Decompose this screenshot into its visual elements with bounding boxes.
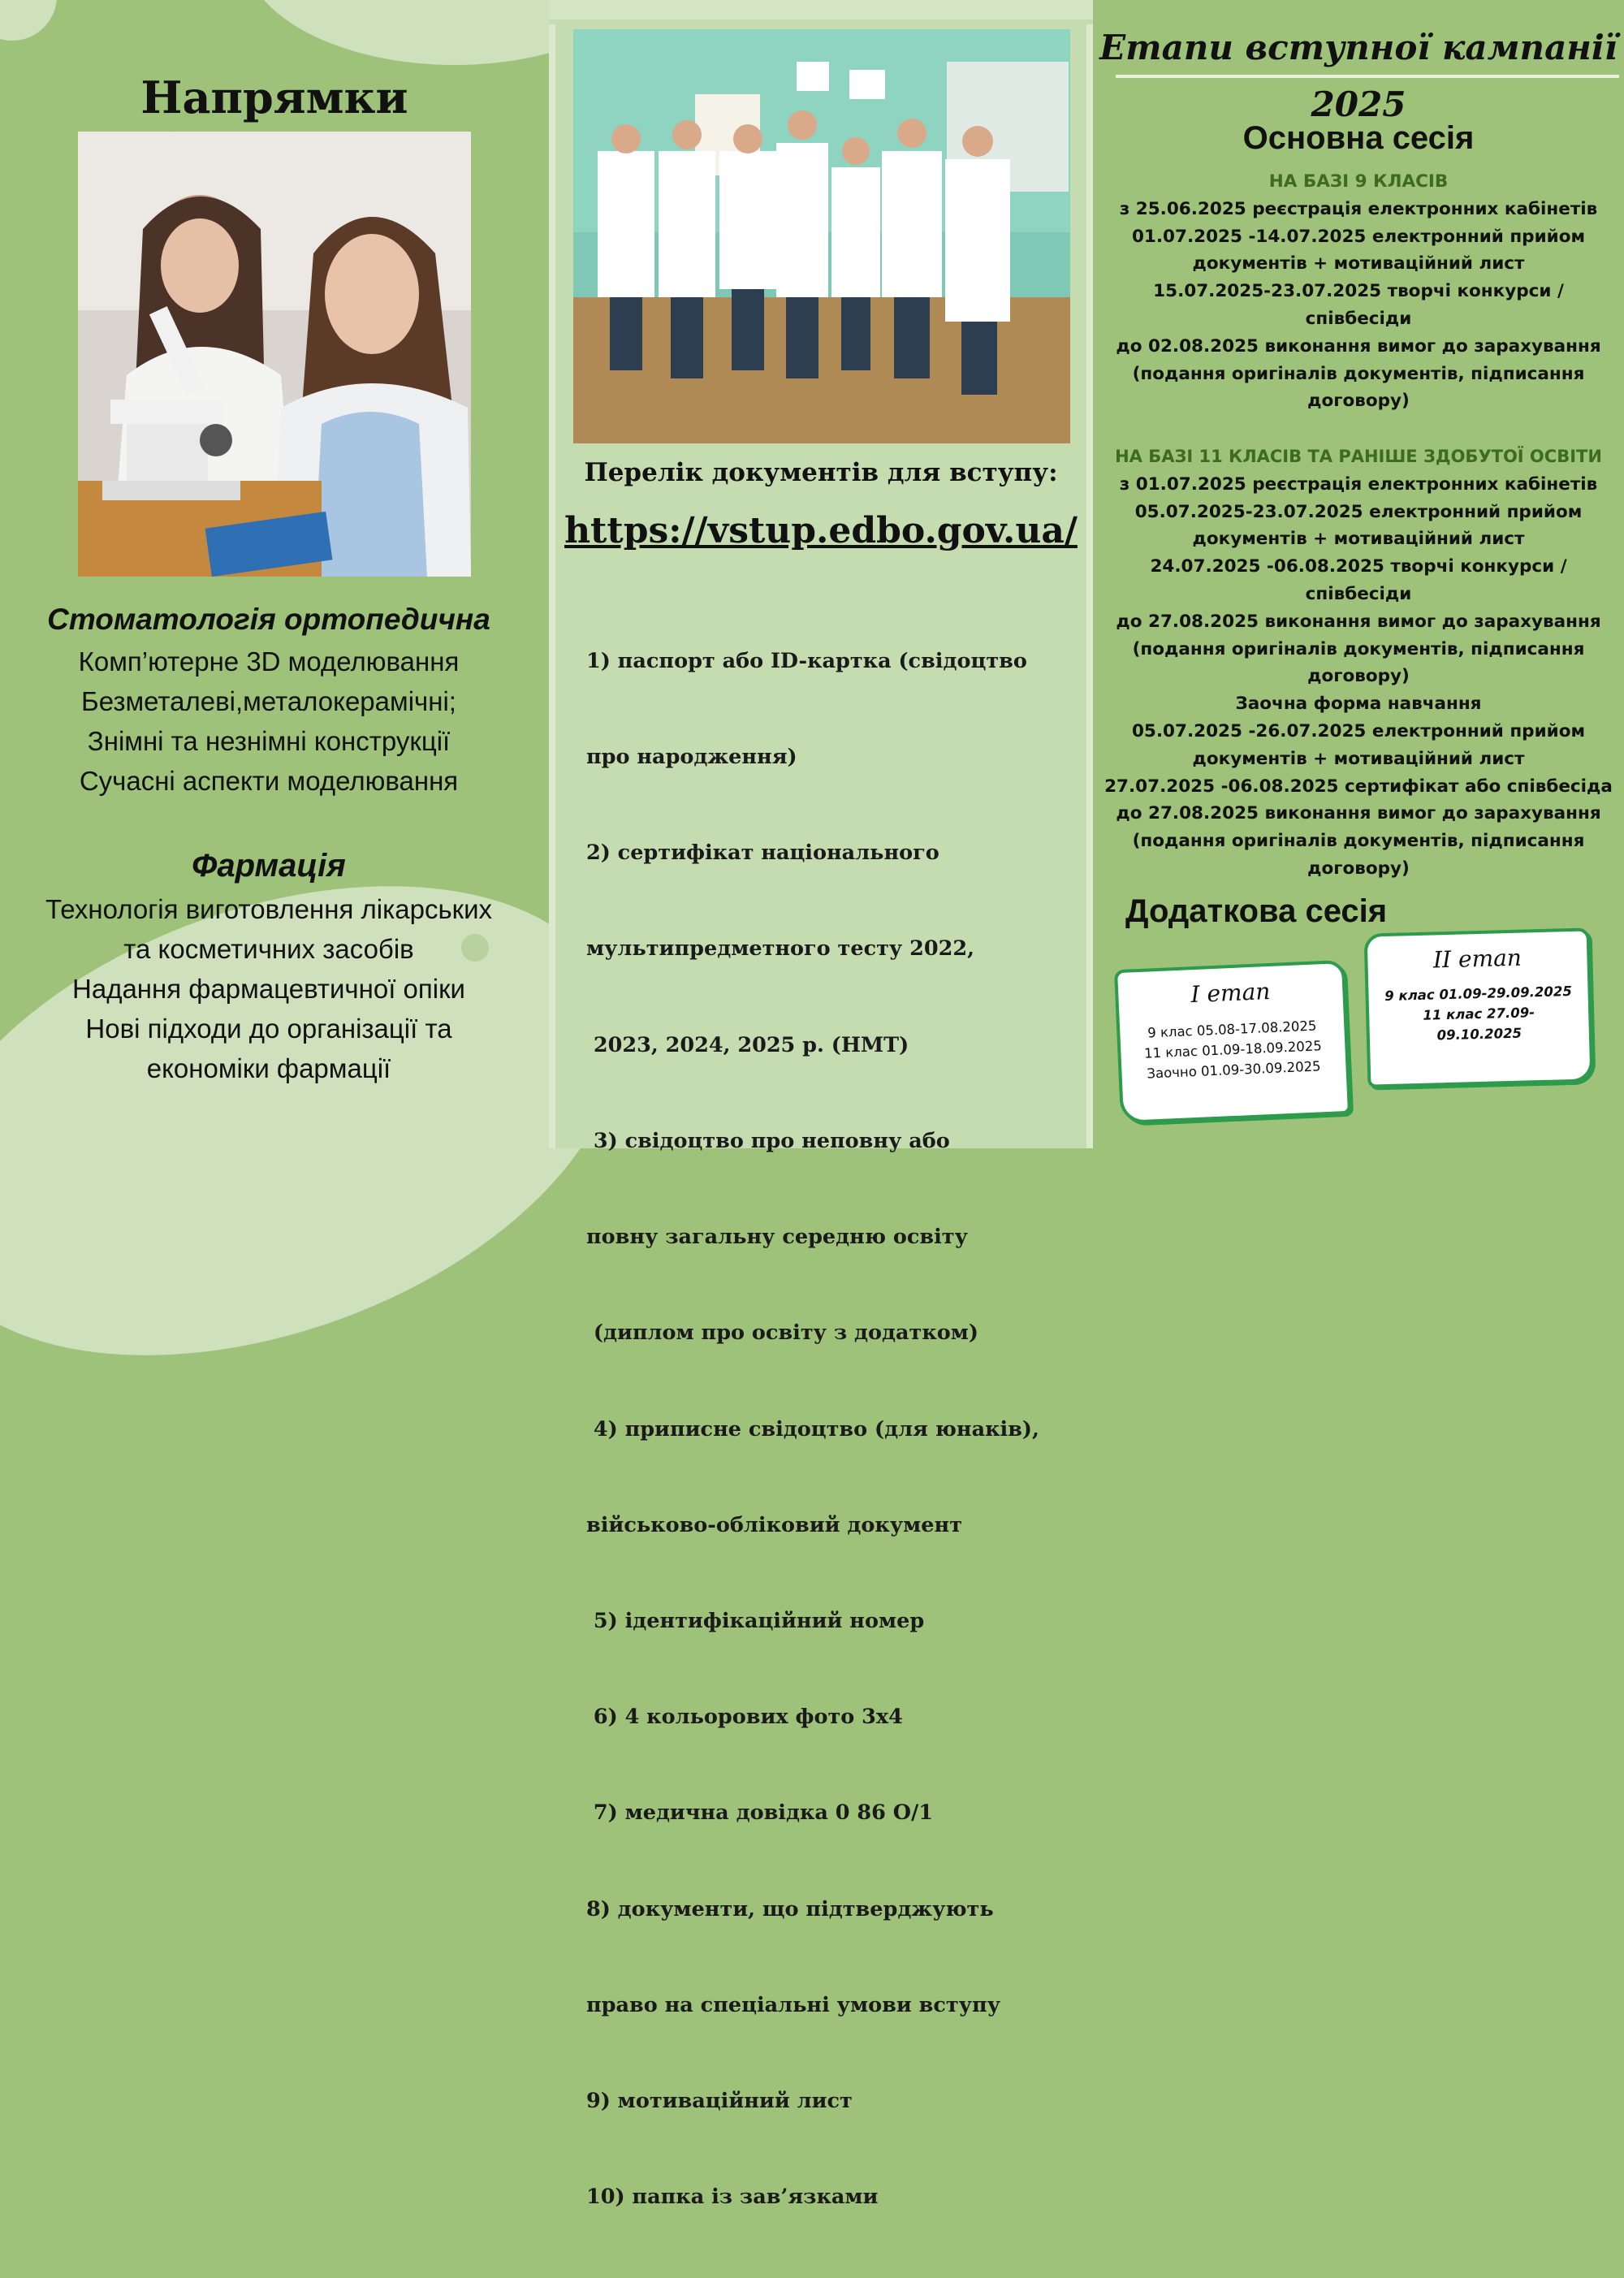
main-session-title: Основна сесія (1242, 120, 1475, 156)
stage-line: 09.10.2025 (1436, 1025, 1522, 1044)
specialty-item: економіки фармації (146, 1053, 391, 1083)
schedule-line: 05.07.2025 -26.07.2025 електронний прийом (1131, 720, 1586, 741)
stage1-note (1114, 960, 1351, 1124)
list-item: про народження) (586, 745, 797, 770)
list-item: 4) приписне свідоцтво (для юнаків), (586, 1416, 1039, 1442)
list-item: 5) ідентифікаційний номер (586, 1609, 925, 1633)
specialty-dentistry (0, 603, 538, 801)
schedule-line: 15.07.2025-23.07.2025 творчі конкурси / (1153, 281, 1564, 302)
schedule-line: з 25.06.2025 реєстрація електронних кабінетів (1119, 198, 1598, 219)
students-with-microscope-photo (78, 132, 471, 577)
documents-list (586, 581, 1082, 2278)
list-item: військово-обліковий документ (586, 1512, 962, 1537)
documents-title: Перелік документів для вступу: (584, 458, 1058, 487)
schedule-line: до 27.08.2025 виконання вимог до зарахування (1116, 803, 1601, 824)
title-underline (1116, 75, 1619, 78)
list-item: 8) документи, що підтверджують (586, 1896, 994, 1921)
stage-line: 11 клас 27.09- (1423, 1005, 1535, 1023)
schedule-line: документів + мотиваційний лист (1192, 529, 1525, 550)
page-title: Напрямки (140, 71, 408, 123)
list-item: повну загальну середню освіту (586, 1225, 968, 1250)
list-item: 7) медична довідка 0 86 О/1 (586, 1800, 934, 1826)
left-column (0, 0, 549, 1148)
schedule-line: (подання оригіналів документів, підписання (1132, 363, 1585, 384)
campaign-title-line: Етапи вступної кампанії (1099, 28, 1618, 67)
schedule-line: 01.07.2025 -14.07.2025 електронний прийом (1131, 226, 1586, 247)
list-item: мультипредметного тесту 2022, (586, 936, 974, 962)
middle-column (549, 0, 1093, 2210)
schedule-line: документів + мотиваційний лист (1192, 748, 1525, 769)
specialty-item: Комп’ютерне 3D моделювання (78, 646, 460, 676)
list-item: право на спеціальні умови вступу (586, 1992, 1001, 2017)
additional-session-title: Додаткова сесія (1125, 893, 1388, 929)
specialty-title: Фармація (192, 848, 346, 884)
schedule-line: договору) (1307, 666, 1410, 687)
stage-line: 9 клас 05.08-17.08.2025 (1147, 1018, 1317, 1041)
list-item: 1) паспорт або ID-картка (свідоцтво (586, 648, 1027, 673)
grade9-heading: НА БАЗІ 9 КЛАСІВ (1268, 171, 1449, 192)
decorative-edge (1086, 24, 1093, 1148)
specialty-item: Нові підходи до організації та (85, 1014, 452, 1044)
grade11-block (1093, 443, 1624, 883)
schedule-line: договору) (1307, 858, 1410, 879)
decorative-blob (0, 0, 57, 41)
specialty-item: Технологія виготовлення лікарських (45, 894, 493, 924)
group-of-students-in-lab-coats-photo (573, 29, 1070, 443)
list-item: 2023, 2024, 2025 р. (НМТ) (586, 1032, 909, 1057)
stage2-title: ІІ етап (1432, 944, 1522, 974)
right-column (1093, 0, 1624, 1148)
stage-line: 11 клас 01.09-18.09.2025 (1143, 1038, 1323, 1061)
decorative-edge (549, 24, 555, 1148)
schedule-line: 24.07.2025 -06.08.2025 творчі конкурси / (1150, 556, 1567, 577)
schedule-line: до 02.08.2025 виконання вимог до зарахування (1116, 335, 1601, 357)
schedule-line: до 27.08.2025 виконання вимог до зарахування (1116, 611, 1601, 632)
decorative-strip (549, 0, 1093, 19)
list-item: 9) мотиваційний лист (586, 2089, 853, 2114)
schedule-line: 27.07.2025 -06.08.2025 сертифікат або співбесіда (1104, 776, 1613, 797)
schedule-line: (подання оригіналів документів, підписання (1132, 638, 1585, 659)
specialty-item: Безметалеві,металокерамічні; (81, 686, 456, 716)
list-item: 3) свідоцтво про неповну або (586, 1128, 950, 1153)
list-item: 10) папка із зав’язками (586, 2185, 879, 2210)
stage2-note (1364, 927, 1594, 1087)
list-item: 2) сертифікат національного (586, 841, 939, 866)
schedule-line: документів + мотиваційний лист (1192, 253, 1525, 274)
specialty-item: Надання фармацевтичної опіки (72, 974, 465, 1004)
list-item: (диплом про освіту з додатком) (586, 1321, 978, 1346)
grade11-heading: НА БАЗІ 11 КЛАСІВ ТА РАНІШЕ ЗДОБУТОЇ ОСВІТИ (1115, 447, 1602, 466)
schedule-line: (подання оригіналів документів, підписання (1132, 831, 1585, 852)
list-item: 6) 4 кольорових фото 3х4 (586, 1705, 903, 1730)
stage-line: Заочно 01.09-30.09.2025 (1147, 1058, 1321, 1082)
schedule-line: співбесіди (1305, 308, 1412, 329)
campaign-year: 2025 (1311, 84, 1406, 124)
schedule-line: співбесіди (1305, 583, 1412, 604)
specialty-pharmacy (0, 848, 538, 1088)
schedule-line: Заочна форма навчання (1235, 694, 1482, 715)
schedule-line: 05.07.2025-23.07.2025 електронний прийом (1134, 501, 1583, 522)
grade9-block (1093, 168, 1624, 415)
schedule-line: з 01.07.2025 реєстрація електронних кабінетів (1119, 473, 1598, 495)
stage1-title: І етап (1190, 977, 1271, 1009)
specialty-item: та косметичних засобів (123, 934, 414, 964)
specialty-item: Знімні та незнімні конструкції (87, 726, 451, 756)
schedule-line: договору) (1307, 391, 1410, 412)
admission-link[interactable]: https://vstup.edbo.gov.ua/ (564, 510, 1078, 551)
specialty-title: Стоматологія ортопедична (47, 603, 490, 636)
stage-line: 9 клас 01.09-29.09.2025 (1384, 983, 1573, 1005)
specialty-item: Сучасні аспекти моделювання (79, 766, 459, 796)
